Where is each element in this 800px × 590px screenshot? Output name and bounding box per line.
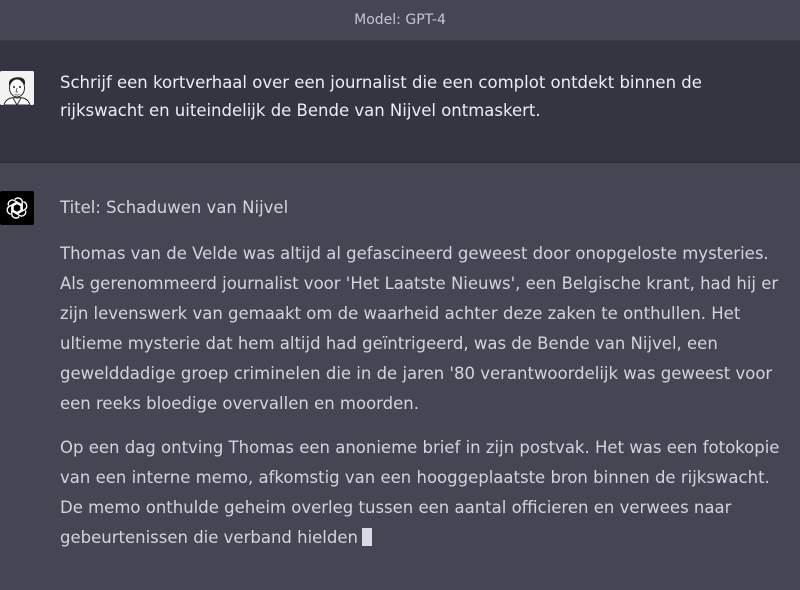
assistant-message-body — [60, 193, 790, 567]
model-header — [0, 0, 800, 41]
user-photo-avatar-icon — [0, 71, 34, 105]
story-paragraph-text: Op een dag ontving Thomas een anonieme brief in zijn postvak. Het was een fotokopie van een interne memo, afkomstig van een hooggeplaatste bron binnen de rijkswacht. De memo onthulde geheim overleg tussen een aantal officieren en verwees naar gebeurtenissen die verband hielden — [60, 438, 780, 547]
story-title: Titel: Schaduwen van Nijvel — [60, 198, 289, 217]
openai-logo-icon — [0, 191, 34, 225]
story-paragraph: Thomas van de Velde was altijd al gefascineerd geweest door onopgeloste mysteries. Als gerenommeerd journalist voor 'Het Laatste Nieuws', een Belgische krant, had hij er zijn levenswerk van gemaakt om de waarheid achter deze zaken te onthullen. Het ultieme mysterie dat hem altijd had geïntrigeerd, was de Bende van Nijvel, een gewelddadige groep criminelen die in de jaren '80 verantwoordelijk was geweest voor een reeks bloedige overvallen en moorden. — [60, 244, 779, 413]
user-message-text: Schrijf een kortverhaal over een journalist die een complot ontdekt binnen de rijkswacht en uiteindelijk de Bende van Nijvel ontmaskert. — [60, 73, 702, 120]
user-message-row — [0, 41, 800, 163]
model-label: Model: GPT-4 — [354, 12, 446, 28]
typing-cursor — [362, 528, 372, 546]
assistant-message-row — [0, 163, 800, 590]
story-paragraph-last — [60, 433, 790, 553]
